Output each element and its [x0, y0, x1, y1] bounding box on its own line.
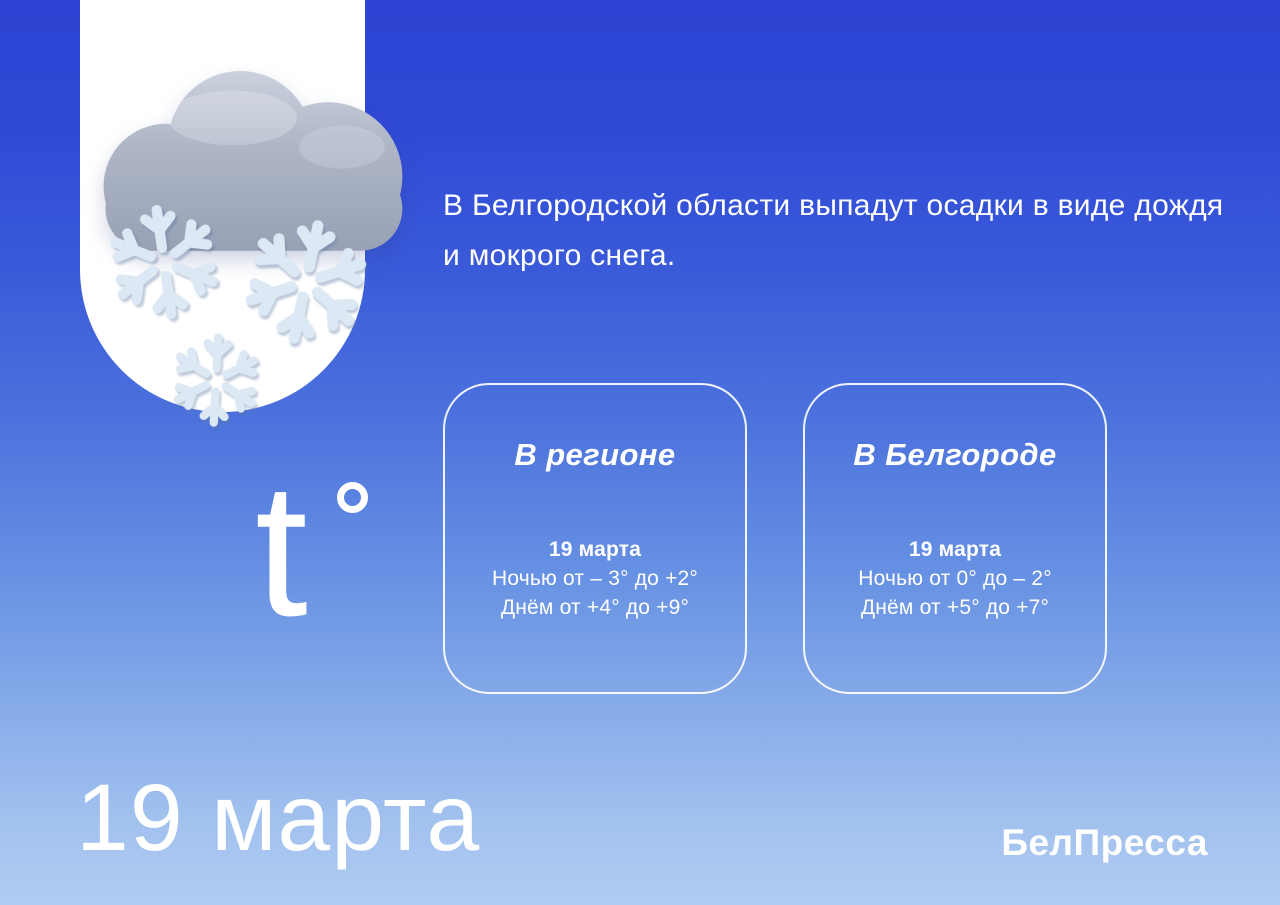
temperature-symbol [255, 444, 415, 665]
forecast-card-region [443, 383, 747, 694]
snowflake-icon [92, 190, 237, 335]
card-date: 19 марта [548, 538, 642, 561]
card-day-forecast: Днём от +5° до +7° [860, 596, 1050, 619]
card-body [445, 535, 745, 622]
card-title: В Белгороде [853, 437, 1057, 472]
big-date: 19 марта [76, 765, 481, 871]
forecast-card-belgorod [803, 383, 1107, 694]
forecast-cards [443, 383, 1107, 694]
belpressa-logo: БелПресса [1001, 822, 1208, 863]
card-night-forecast: Ночью от – 3° до +2° [491, 567, 699, 590]
card-title: В регионе [514, 437, 676, 472]
headline-text: В Белгородской области выпадут осадки в виде дождя и мокрого снега. [443, 189, 1224, 272]
degree-icon [337, 482, 368, 513]
card-date: 19 марта [908, 538, 1002, 561]
snowflake-icon [161, 325, 270, 434]
card-night-forecast: Ночью от 0° до – 2° [858, 567, 1052, 590]
card-body [805, 535, 1105, 622]
temperature-letter: t [255, 444, 308, 656]
card-day-forecast: Днём от +4° до +9° [500, 596, 690, 619]
